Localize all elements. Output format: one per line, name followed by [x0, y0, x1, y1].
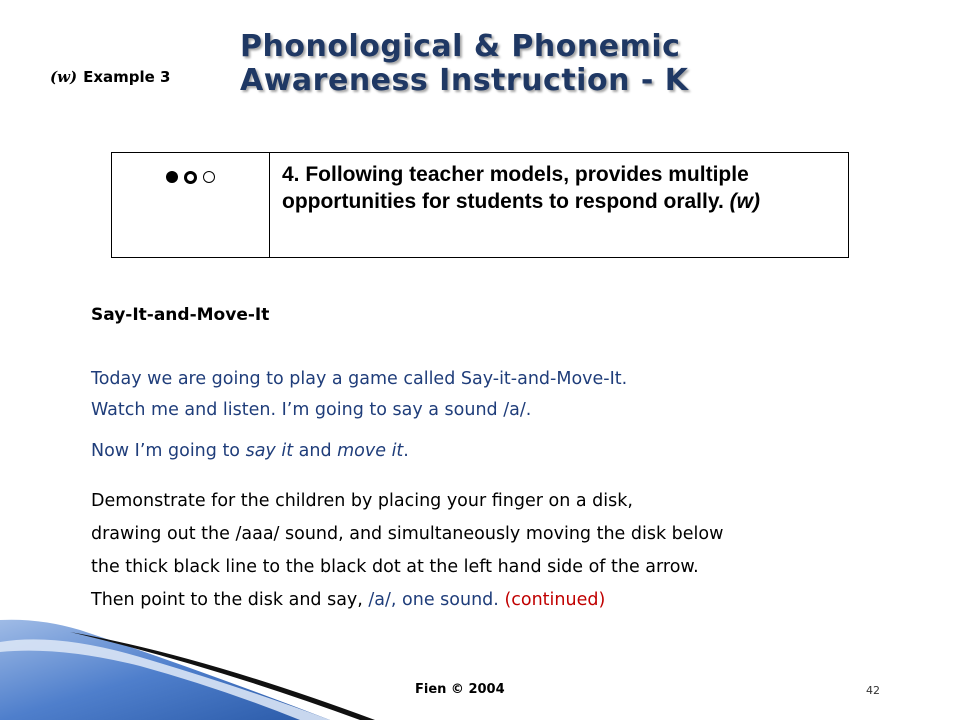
bold-open-dot-icon [184, 171, 197, 184]
now-and: and [293, 441, 338, 461]
now-prefix: Now I’m going to [91, 441, 246, 461]
filled-dot-icon [166, 171, 178, 183]
criteria-text-cell [270, 153, 848, 257]
criteria-table [111, 152, 849, 258]
script-line-2: Watch me and listen. I’m going to say a sound /a/. [91, 400, 532, 420]
rating-dots-cell [112, 153, 270, 257]
continued-label: (continued) [504, 590, 606, 610]
demo-line-1: Demonstrate for the children by placing your finger on a disk, [91, 491, 633, 511]
title-line-2: Awareness Instruction - K [240, 63, 689, 98]
example-label [50, 68, 171, 86]
demo-line-2: drawing out the /aaa/ sound, and simultaneously moving the disk below [91, 524, 724, 544]
demo-line-4-prefix: Then point to the disk and say, [91, 590, 369, 610]
script-line-1: Today we are going to play a game called Say-it-and-Move-It. [91, 369, 628, 389]
slide-title [240, 30, 700, 98]
demo-line-4-blue: /a/, one sound. [368, 590, 499, 610]
say-it-text: say it [245, 441, 294, 461]
example-text: Example 3 [83, 68, 171, 86]
criteria-marker: (w) [729, 190, 760, 213]
move-it-text: move it [337, 441, 404, 461]
open-dot-icon [203, 171, 215, 183]
activity-heading: Say-It-and-Move-It [91, 305, 270, 325]
demo-line-4 [91, 590, 605, 610]
criteria-text: 4. Following teacher models, provides multiple opportunities for students to respond orally. [282, 163, 749, 213]
corner-decoration [0, 560, 380, 720]
demo-line-3: the thick black line to the black dot at the left hand side of the arrow. [91, 557, 699, 577]
page-number: 42 [866, 684, 880, 697]
title-line-1: Phonological & Phonemic [240, 29, 681, 64]
footer-credit: Fien © 2004 [415, 682, 505, 697]
example-marker: (w) [50, 68, 78, 86]
now-end: . [403, 441, 409, 461]
script-line-3 [91, 441, 409, 461]
